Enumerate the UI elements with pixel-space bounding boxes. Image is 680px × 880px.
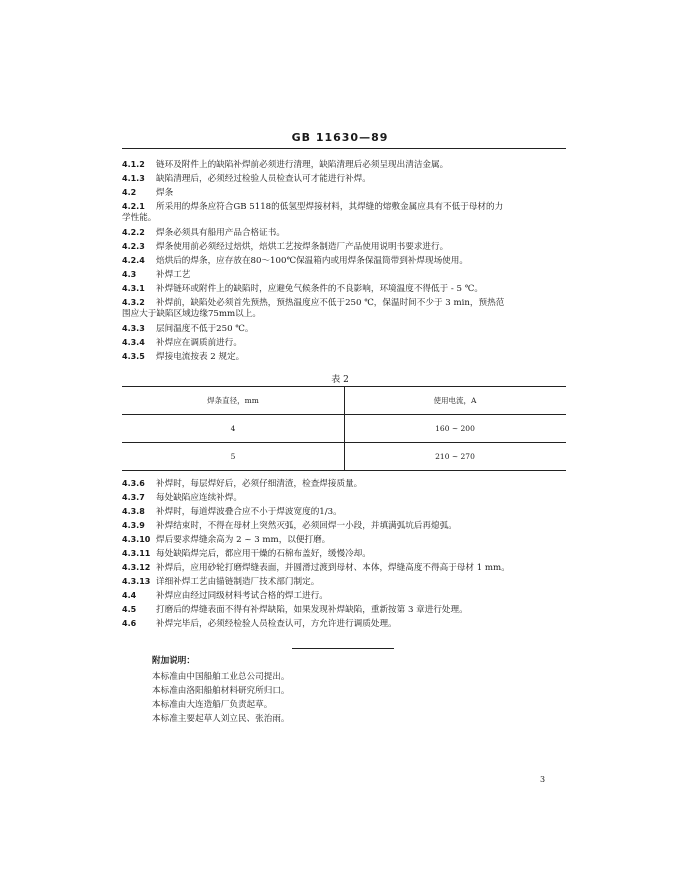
- table-caption: 表 2: [331, 375, 349, 385]
- clause-number: 4.2.3: [122, 242, 145, 251]
- paragraph: [122, 492, 574, 504]
- paragraph: [122, 618, 574, 630]
- clause-number: 4.4: [122, 591, 137, 600]
- paragraph: [122, 337, 574, 349]
- clause-number: 4.3.10: [122, 535, 151, 544]
- notes-title: 附加说明：: [152, 656, 195, 666]
- clause-number: 4.3.8: [122, 507, 145, 516]
- clause-number: 4.3.9: [122, 521, 145, 530]
- paragraph: [122, 283, 574, 295]
- note-line: 本标准由洛阳船舶材料研究所归口。: [152, 686, 290, 696]
- clause-number: 4.2.1: [122, 202, 145, 211]
- clause-number: 4.3.1: [122, 284, 145, 293]
- clause-text: 焊后要求焊缝余高为 2 ~ 3 mm，以便打磨。: [156, 535, 331, 545]
- clause-text: 补焊前，缺陷处必须首先预热，预热温度应不低于250 ℃，保温时间不少于 3 min，预热范: [156, 298, 505, 308]
- clause-number: 4.6: [122, 619, 137, 628]
- paragraph: [122, 173, 574, 185]
- end-rule: [292, 648, 394, 649]
- table-cell: 5: [230, 452, 236, 461]
- clause-number: 4.2.2: [122, 228, 145, 237]
- clause-text: 补焊工艺: [156, 270, 191, 280]
- table-header-diameter: 焊条直径，mm: [207, 396, 259, 405]
- clause-text: 补焊时，每层焊好后，必须仔细清渣，检查焊接质量。: [156, 479, 363, 489]
- table-header-current: 使用电流，A: [433, 396, 477, 405]
- clause-number: 4.3: [122, 270, 137, 279]
- table-bottom-rule: [122, 470, 566, 471]
- section-heading: [122, 269, 574, 281]
- paragraph: [122, 548, 574, 560]
- paragraph: [122, 576, 574, 588]
- clause-text: 所采用的焊条应符合GB 5118的低氢型焊接材料，其焊缝的熔敷金属应具有不低于母材的力: [156, 202, 504, 212]
- clause-text: 打磨后的焊缝表面不得有补焊缺陷，如果发现补焊缺陷，重新按第 3 章进行处理。: [156, 605, 468, 615]
- clause-number: 4.3.5: [122, 352, 145, 361]
- paragraph: [122, 478, 574, 490]
- paragraph: [122, 159, 574, 171]
- note-line: 本标准由大连造船厂负责起草。: [152, 700, 273, 710]
- paragraph: [122, 520, 574, 532]
- clause-number: 4.3.13: [122, 577, 151, 586]
- note-line: 本标准由中国船舶工业总公司提出。: [152, 672, 290, 682]
- header-rule: [122, 148, 566, 149]
- clause-number: 4.3.11: [122, 549, 151, 558]
- clause-number: 4.3.6: [122, 479, 145, 488]
- clause-number: 4.5: [122, 605, 137, 614]
- clause-number: 4.3.3: [122, 324, 145, 333]
- clause-text: 焊条: [156, 188, 174, 198]
- clause-number: 4.3.2: [122, 298, 145, 307]
- clause-text: 焊条使用前必须经过焙烘，焙烘工艺按焊条制造厂产品使用说明书要求进行。: [156, 242, 449, 252]
- clause-text: 每处缺陷应连续补焊。: [156, 493, 242, 503]
- paragraph: [122, 227, 574, 239]
- clause-number: 4.2: [122, 188, 137, 197]
- clause-text: 每处缺陷焊完后，都应用干燥的石棉布盖好，缓慢冷却。: [156, 549, 371, 559]
- table-cell: 4: [230, 424, 236, 433]
- clause-text: 缺陷清理后，必须经过检验人员检查认可才能进行补焊。: [156, 174, 371, 184]
- clause-number: 4.1.2: [122, 160, 145, 169]
- paragraph: [122, 241, 574, 253]
- paragraph: [122, 562, 574, 574]
- clause-number: 4.3.12: [122, 563, 151, 572]
- clause-text: 层间温度不低于250 ℃。: [156, 324, 254, 334]
- paragraph-continuation: 围应大于缺陷区域边缘75mm以上。: [122, 309, 261, 319]
- clause-text: 焊条必须具有船用产品合格证书。: [156, 228, 285, 238]
- clause-text: 补焊链环或附件上的缺陷时，应避免气候条件的不良影响，环境温度不得低于 - 5 ℃。: [156, 284, 483, 294]
- table-cell: 210 ~ 270: [435, 452, 475, 461]
- paragraph: [122, 590, 574, 602]
- note-line: 本标准主要起草人刘立民、张治雨。: [152, 714, 290, 724]
- clause-text: 详细补焊工艺由锚链制造厂技术部门制定。: [156, 577, 320, 587]
- paragraph: [122, 255, 574, 267]
- section-heading: [122, 187, 574, 199]
- paragraph: [122, 506, 574, 518]
- paragraph: [122, 351, 574, 363]
- clause-text: 补焊应在调质前进行。: [156, 338, 242, 348]
- page-header-title: GB 11630—89: [291, 131, 389, 144]
- page-number: 3: [540, 775, 546, 784]
- paragraph: [122, 604, 574, 616]
- clause-number: 4.3.7: [122, 493, 145, 502]
- paragraph: [122, 534, 574, 546]
- paragraph: [122, 323, 574, 335]
- table-cell: 160 ~ 200: [435, 424, 475, 433]
- clause-text: 补焊后，应用砂轮打磨焊缝表面，并圆滑过渡到母材、本体，焊缝高度不得高于母材 1 mm。: [156, 563, 510, 573]
- clause-text: 补焊完毕后，必须经检验人员检查认可，方允许进行调质处理。: [156, 619, 397, 629]
- clause-text: 补焊应由经过同级材料考试合格的焊工进行。: [156, 591, 328, 601]
- clause-number: 4.1.3: [122, 174, 145, 183]
- clause-number: 4.3.4: [122, 338, 145, 347]
- clause-text: 焊接电流按表 2 规定。: [156, 352, 245, 362]
- clause-text: 焙烘后的焊条，应存放在80～100℃保温箱内或用焊条保温筒带到补焊现场使用。: [156, 256, 468, 266]
- paragraph-continuation: 学性能。: [122, 213, 157, 223]
- paragraph: [122, 297, 574, 309]
- clause-text: 补焊时，每道焊波叠合应不小于焊波宽度的1/3。: [156, 507, 342, 517]
- paragraph: [122, 201, 574, 213]
- clause-text: 链环及附件上的缺陷补焊前必须进行清理，缺陷清理后必须呈现出清洁金属。: [156, 160, 449, 170]
- clause-text: 补焊结束时，不得在母材上突然灭弧，必须回焊一小段，并填满弧坑后再熄弧。: [156, 521, 457, 531]
- current-table: [122, 386, 566, 470]
- clause-number: 4.2.4: [122, 256, 145, 265]
